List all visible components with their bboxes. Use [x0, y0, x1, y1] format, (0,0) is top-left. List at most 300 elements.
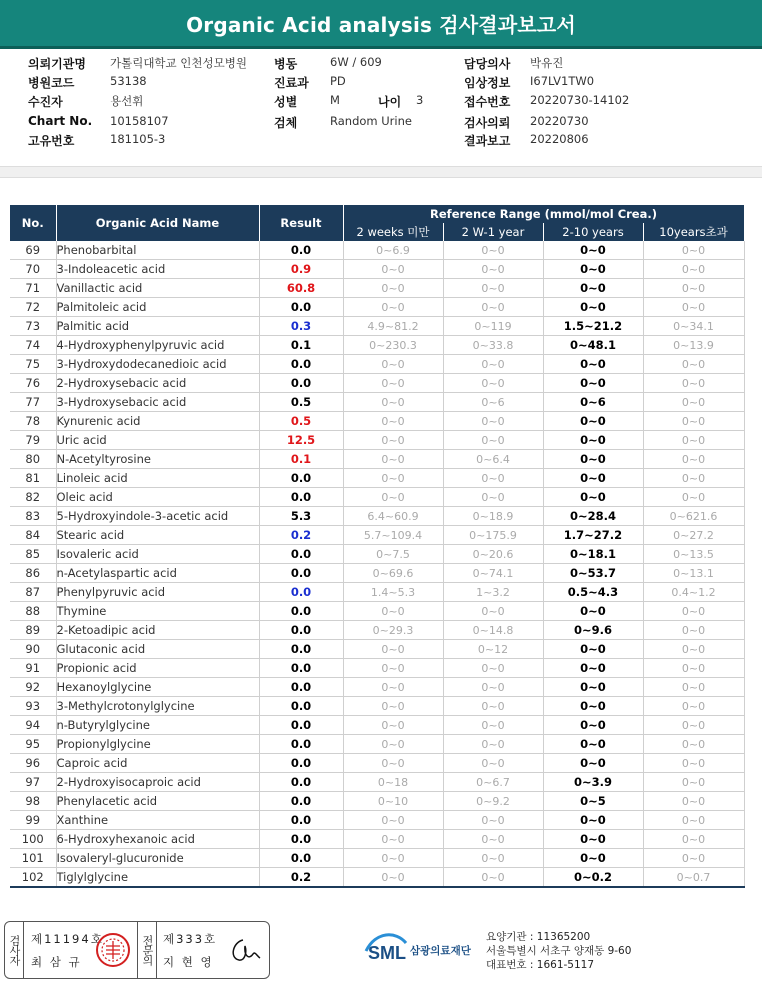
result-value: 0.3 [259, 317, 343, 336]
ref-2w-1year: 0~0 [443, 811, 543, 830]
acid-name: 3-Hydroxysebacic acid [56, 393, 259, 412]
table-row [10, 583, 744, 602]
signature-icon [225, 934, 263, 966]
ref-under-2-weeks: 0~0 [343, 469, 443, 488]
results-table-body [10, 241, 744, 887]
result-value: 0.0 [259, 792, 343, 811]
row-number: 89 [10, 621, 56, 640]
row-number: 93 [10, 697, 56, 716]
ref-2w-1year: 0~175.9 [443, 526, 543, 545]
ref-under-2-weeks: 0~0 [343, 735, 443, 754]
value-hospital-code: 53138 [110, 74, 147, 88]
table-row [10, 735, 744, 754]
table-row [10, 602, 744, 621]
ref-2w-1year: 0~0 [443, 735, 543, 754]
row-number: 82 [10, 488, 56, 507]
ref-2-10-years: 0~18.1 [543, 545, 643, 564]
result-value: 0.0 [259, 754, 343, 773]
info-row-4 [28, 114, 748, 133]
table-row [10, 830, 744, 849]
result-value: 0.0 [259, 735, 343, 754]
result-value: 0.0 [259, 241, 343, 260]
ref-over-10-years: 0~13.1 [643, 564, 744, 583]
ref-2-10-years: 0~0 [543, 640, 643, 659]
ref-over-10-years: 0~621.6 [643, 507, 744, 526]
acid-name: Phenobarbital [56, 241, 259, 260]
ref-over-10-years: 0~34.1 [643, 317, 744, 336]
acid-name: 2-Hydroxyisocaproic acid [56, 773, 259, 792]
ref-over-10-years: 0~0 [643, 697, 744, 716]
row-number: 84 [10, 526, 56, 545]
row-number: 98 [10, 792, 56, 811]
ref-under-2-weeks: 0~6.9 [343, 241, 443, 260]
acid-name: Oleic acid [56, 488, 259, 507]
ref-over-10-years: 0~0 [643, 773, 744, 792]
ref-2w-1year: 0~0 [443, 260, 543, 279]
ref-over-10-years: 0~0 [643, 279, 744, 298]
address: 서울특별시 서초구 양재동 9-60 [486, 945, 632, 957]
info-row-5 [28, 132, 748, 151]
header-ref-2w-1year: 2 W-1 year [443, 223, 543, 241]
ref-2-10-years: 1.5~21.2 [543, 317, 643, 336]
value-department: PD [330, 74, 346, 88]
acid-name: Glutaconic acid [56, 640, 259, 659]
ref-2-10-years: 0~48.1 [543, 336, 643, 355]
table-row [10, 412, 744, 431]
table-row [10, 336, 744, 355]
result-value: 0.0 [259, 678, 343, 697]
examiner-name: 최 삼 규 [31, 955, 82, 969]
label-specimen: 검체 [274, 116, 298, 130]
row-number: 96 [10, 754, 56, 773]
acid-name: n-Acetylaspartic acid [56, 564, 259, 583]
ref-over-10-years: 0~27.2 [643, 526, 744, 545]
ref-2w-1year: 0~14.8 [443, 621, 543, 640]
ref-2w-1year: 0~0 [443, 697, 543, 716]
ref-under-2-weeks: 0~10 [343, 792, 443, 811]
value-ward: 6W / 609 [330, 55, 382, 69]
ref-2w-1year: 0~0 [443, 678, 543, 697]
acid-name: Uric acid [56, 431, 259, 450]
label-accession-no: 접수번호 [464, 95, 511, 109]
table-row [10, 564, 744, 583]
table-row [10, 431, 744, 450]
reviewer-license: 제333호 [163, 932, 218, 946]
result-value: 0.0 [259, 811, 343, 830]
results-table [10, 205, 745, 888]
label-age: 나이 [378, 95, 402, 109]
ref-2-10-years: 0~0 [543, 716, 643, 735]
acid-name: Propionylglycine [56, 735, 259, 754]
ref-under-2-weeks: 0~0 [343, 602, 443, 621]
result-value: 5.3 [259, 507, 343, 526]
acid-name: Kynurenic acid [56, 412, 259, 431]
ref-under-2-weeks: 6.4~60.9 [343, 507, 443, 526]
ref-under-2-weeks: 0~0 [343, 678, 443, 697]
examiner-license: 제11194호 [31, 932, 104, 946]
ref-2-10-years: 0~0 [543, 830, 643, 849]
row-number: 100 [10, 830, 56, 849]
ref-over-10-years: 0~0 [643, 621, 744, 640]
table-row [10, 792, 744, 811]
ref-over-10-years: 0~0 [643, 811, 744, 830]
header-ref-2-10-years: 2-10 years [543, 223, 643, 241]
ref-under-2-weeks: 0~0 [343, 279, 443, 298]
label-sex: 성별 [274, 95, 298, 109]
row-number: 88 [10, 602, 56, 621]
table-row [10, 393, 744, 412]
acid-name: 2-Hydroxysebacic acid [56, 374, 259, 393]
acid-name: 4-Hydroxyphenylpyruvic acid [56, 336, 259, 355]
value-request-date: 20220730 [530, 114, 589, 128]
acid-name: 3-Hydroxydodecanedioic acid [56, 355, 259, 374]
ref-under-2-weeks: 0~0 [343, 488, 443, 507]
ref-2-10-years: 0~0 [543, 678, 643, 697]
row-number: 77 [10, 393, 56, 412]
ref-2w-1year: 0~0 [443, 469, 543, 488]
ref-under-2-weeks: 0~230.3 [343, 336, 443, 355]
value-chart-no: 10158107 [110, 114, 169, 128]
table-row [10, 507, 744, 526]
info-row-2 [28, 74, 748, 93]
ref-under-2-weeks: 0~0 [343, 830, 443, 849]
result-value: 0.2 [259, 526, 343, 545]
row-number: 69 [10, 241, 56, 260]
row-number: 91 [10, 659, 56, 678]
label-doctor: 담당의사 [464, 57, 511, 71]
ref-2-10-years: 0~0 [543, 469, 643, 488]
ref-2-10-years: 0.5~4.3 [543, 583, 643, 602]
acid-name: Palmitic acid [56, 317, 259, 336]
table-row [10, 868, 744, 888]
table-row [10, 450, 744, 469]
label-ward: 병동 [274, 57, 298, 71]
result-value: 0.0 [259, 298, 343, 317]
header-ref-under-2-weeks: 2 weeks 미만 [343, 223, 443, 241]
acid-name: Xanthine [56, 811, 259, 830]
result-value: 0.0 [259, 716, 343, 735]
ref-under-2-weeks: 0~0 [343, 260, 443, 279]
reviewer-name: 지 현 영 [163, 955, 214, 969]
ref-over-10-years: 0~0 [643, 355, 744, 374]
reviewer-vertical-label: 전문의 [137, 922, 157, 978]
table-row [10, 849, 744, 868]
ref-over-10-years: 0~0 [643, 241, 744, 260]
row-number: 74 [10, 336, 56, 355]
label-department: 진료과 [274, 76, 309, 90]
ref-2w-1year: 0~0 [443, 716, 543, 735]
result-value: 0.0 [259, 830, 343, 849]
ref-2w-1year: 0~0 [443, 431, 543, 450]
table-row [10, 697, 744, 716]
label-hospital-code: 병원코드 [28, 76, 75, 90]
row-number: 83 [10, 507, 56, 526]
row-number: 97 [10, 773, 56, 792]
row-number: 72 [10, 298, 56, 317]
ref-over-10-years: 0~0 [643, 431, 744, 450]
ref-under-2-weeks: 0~0 [343, 298, 443, 317]
ref-over-10-years: 0~0 [643, 640, 744, 659]
value-patient: 용선휘 [110, 94, 144, 108]
row-number: 99 [10, 811, 56, 830]
row-number: 73 [10, 317, 56, 336]
ref-2w-1year: 0~0 [443, 754, 543, 773]
info-row-3 [28, 93, 748, 112]
acid-name: N-Acetyltyrosine [56, 450, 259, 469]
ref-2-10-years: 0~0 [543, 754, 643, 773]
ref-over-10-years: 0~0 [643, 298, 744, 317]
ref-under-2-weeks: 0~0 [343, 754, 443, 773]
ref-over-10-years: 0~0 [643, 678, 744, 697]
acid-name: Caproic acid [56, 754, 259, 773]
acid-name: n-Butyrylglycine [56, 716, 259, 735]
label-patient: 수진자 [28, 95, 63, 109]
ref-over-10-years: 0~0 [643, 602, 744, 621]
ref-2-10-years: 0~0 [543, 431, 643, 450]
table-row [10, 545, 744, 564]
ref-over-10-years: 0~0 [643, 754, 744, 773]
ref-under-2-weeks: 0~0 [343, 412, 443, 431]
table-row [10, 773, 744, 792]
ref-over-10-years: 0~0 [643, 393, 744, 412]
ref-2w-1year: 0~0 [443, 241, 543, 260]
ref-over-10-years: 0.4~1.2 [643, 583, 744, 602]
acid-name: Stearic acid [56, 526, 259, 545]
result-value: 0.0 [259, 355, 343, 374]
ref-under-2-weeks: 0~18 [343, 773, 443, 792]
ref-over-10-years: 0~0 [643, 412, 744, 431]
ref-2w-1year: 0~12 [443, 640, 543, 659]
table-row [10, 279, 744, 298]
table-row [10, 640, 744, 659]
result-value: 0.0 [259, 659, 343, 678]
result-value: 0.0 [259, 640, 343, 659]
ref-2-10-years: 0~28.4 [543, 507, 643, 526]
result-value: 0.0 [259, 602, 343, 621]
ref-over-10-years: 0~0.7 [643, 868, 744, 888]
value-doctor: 박유진 [530, 56, 564, 70]
value-specimen: Random Urine [330, 114, 412, 128]
ref-under-2-weeks: 0~69.6 [343, 564, 443, 583]
value-unique-no: 181105-3 [110, 132, 166, 146]
acid-name: 3-Methylcrotonylglycine [56, 697, 259, 716]
ref-2-10-years: 0~0 [543, 374, 643, 393]
ref-2-10-years: 0~5 [543, 792, 643, 811]
row-number: 94 [10, 716, 56, 735]
ref-2-10-years: 0~0 [543, 811, 643, 830]
ref-under-2-weeks: 0~0 [343, 811, 443, 830]
acid-name: Hexanoylglycine [56, 678, 259, 697]
acid-name: Linoleic acid [56, 469, 259, 488]
ref-2w-1year: 0~0 [443, 849, 543, 868]
row-number: 101 [10, 849, 56, 868]
table-row [10, 241, 744, 260]
result-value: 0.5 [259, 393, 343, 412]
ref-2-10-years: 0~0 [543, 279, 643, 298]
ref-over-10-years: 0~0 [643, 792, 744, 811]
seal-stamp-icon [95, 932, 131, 968]
ref-under-2-weeks: 0~0 [343, 450, 443, 469]
ref-2-10-years: 0~9.6 [543, 621, 643, 640]
result-value: 0.0 [259, 374, 343, 393]
institution-code: 요양기관 : 11365200 [486, 931, 591, 943]
table-row [10, 469, 744, 488]
ref-2-10-years: 0~3.9 [543, 773, 643, 792]
ref-2-10-years: 1.7~27.2 [543, 526, 643, 545]
ref-2-10-years: 0~0 [543, 412, 643, 431]
acid-name: Phenylpyruvic acid [56, 583, 259, 602]
ref-over-10-years: 0~0 [643, 374, 744, 393]
ref-2-10-years: 0~0 [543, 241, 643, 260]
row-number: 78 [10, 412, 56, 431]
ref-under-2-weeks: 0~0 [343, 640, 443, 659]
label-unique-no: 고유번호 [28, 134, 75, 148]
ref-2w-1year: 0~74.1 [443, 564, 543, 583]
row-number: 86 [10, 564, 56, 583]
ref-under-2-weeks: 0~0 [343, 849, 443, 868]
table-row [10, 260, 744, 279]
label-request-date: 검사의뢰 [464, 116, 511, 130]
ref-2-10-years: 0~6 [543, 393, 643, 412]
result-value: 0.0 [259, 849, 343, 868]
row-number: 95 [10, 735, 56, 754]
row-number: 90 [10, 640, 56, 659]
row-number: 81 [10, 469, 56, 488]
header-ref-over-10-years: 10years초과 [643, 223, 744, 241]
acid-name: 6-Hydroxyhexanoic acid [56, 830, 259, 849]
ref-2w-1year: 0~9.2 [443, 792, 543, 811]
acid-name: Thymine [56, 602, 259, 621]
ref-under-2-weeks: 4.9~81.2 [343, 317, 443, 336]
ref-2-10-years: 0~0 [543, 849, 643, 868]
ref-over-10-years: 0~13.9 [643, 336, 744, 355]
ref-2w-1year: 0~6.4 [443, 450, 543, 469]
result-value: 0.2 [259, 868, 343, 888]
ref-over-10-years: 0~0 [643, 469, 744, 488]
ref-over-10-years: 0~0 [643, 488, 744, 507]
examiner-vertical-label: 검사자 [5, 922, 24, 978]
ref-2w-1year: 1~3.2 [443, 583, 543, 602]
ref-2w-1year: 0~0 [443, 488, 543, 507]
ref-2-10-years: 0~0 [543, 659, 643, 678]
acid-name: Isovaleryl-glucuronide [56, 849, 259, 868]
ref-2w-1year: 0~6 [443, 393, 543, 412]
table-row [10, 716, 744, 735]
ref-under-2-weeks: 5.7~109.4 [343, 526, 443, 545]
result-value: 0.0 [259, 697, 343, 716]
ref-under-2-weeks: 1.4~5.3 [343, 583, 443, 602]
ref-over-10-years: 0~0 [643, 830, 744, 849]
row-number: 70 [10, 260, 56, 279]
row-number: 102 [10, 868, 56, 888]
result-value: 0.9 [259, 260, 343, 279]
info-row-1 [28, 55, 748, 74]
ref-2w-1year: 0~6.7 [443, 773, 543, 792]
header-acid-name: Organic Acid Name [56, 205, 259, 241]
ref-2-10-years: 0~0 [543, 697, 643, 716]
value-clinical-info: I67LV1TW0 [530, 74, 595, 88]
table-row [10, 754, 744, 773]
header-reference-range: Reference Range (mmol/mol Crea.) [343, 205, 744, 223]
acid-name: Propionic acid [56, 659, 259, 678]
ref-under-2-weeks: 0~0 [343, 431, 443, 450]
value-age: 3 [416, 93, 424, 107]
result-value: 0.0 [259, 583, 343, 602]
acid-name: Isovaleric acid [56, 545, 259, 564]
label-requesting-institution: 의뢰기관명 [28, 57, 86, 71]
ref-over-10-years: 0~0 [643, 450, 744, 469]
ref-2-10-years: 0~0 [543, 602, 643, 621]
ref-2w-1year: 0~0 [443, 355, 543, 374]
acid-name: Palmitoleic acid [56, 298, 259, 317]
result-value: 0.0 [259, 773, 343, 792]
header-no: No. [10, 205, 56, 241]
ref-under-2-weeks: 0~0 [343, 716, 443, 735]
svg-text:SML: SML [368, 943, 406, 963]
result-value: 0.0 [259, 621, 343, 640]
table-row [10, 355, 744, 374]
ref-2w-1year: 0~0 [443, 602, 543, 621]
phone-number: 대표번호 : 1661-5117 [486, 959, 595, 971]
ref-2w-1year: 0~0 [443, 659, 543, 678]
label-chart-no: Chart No. [28, 114, 93, 128]
patient-info [28, 55, 748, 155]
foundation-name: 삼광의료재단 [410, 945, 471, 957]
ref-2-10-years: 0~0 [543, 450, 643, 469]
ref-over-10-years: 0~0 [643, 735, 744, 754]
table-row [10, 488, 744, 507]
ref-under-2-weeks: 0~29.3 [343, 621, 443, 640]
ref-under-2-weeks: 0~7.5 [343, 545, 443, 564]
result-value: 0.1 [259, 336, 343, 355]
table-row [10, 811, 744, 830]
result-value: 0.1 [259, 450, 343, 469]
report-title: Organic Acid analysis 검사결과보고서 [0, 0, 762, 49]
ref-2w-1year: 0~20.6 [443, 545, 543, 564]
result-value: 0.0 [259, 488, 343, 507]
value-requesting-institution: 가톨릭대학교 인천성모병원 [110, 56, 247, 70]
ref-over-10-years: 0~0 [643, 849, 744, 868]
row-number: 92 [10, 678, 56, 697]
ref-2w-1year: 0~0 [443, 374, 543, 393]
label-clinical-info: 임상정보 [464, 76, 511, 90]
acid-name: 5-Hydroxyindole-3-acetic acid [56, 507, 259, 526]
ref-2-10-years: 0~53.7 [543, 564, 643, 583]
result-value: 0.5 [259, 412, 343, 431]
ref-2-10-years: 0~0 [543, 735, 643, 754]
ref-under-2-weeks: 0~0 [343, 868, 443, 888]
row-number: 79 [10, 431, 56, 450]
ref-2w-1year: 0~0 [443, 868, 543, 888]
ref-2w-1year: 0~0 [443, 830, 543, 849]
result-value: 0.0 [259, 469, 343, 488]
section-divider [0, 166, 762, 178]
table-row [10, 317, 744, 336]
row-number: 75 [10, 355, 56, 374]
ref-2w-1year: 0~33.8 [443, 336, 543, 355]
value-report-date: 20220806 [530, 132, 589, 146]
ref-under-2-weeks: 0~0 [343, 393, 443, 412]
ref-2w-1year: 0~0 [443, 412, 543, 431]
ref-over-10-years: 0~0 [643, 260, 744, 279]
contact-info [486, 930, 631, 972]
table-row [10, 374, 744, 393]
row-number: 76 [10, 374, 56, 393]
ref-under-2-weeks: 0~0 [343, 697, 443, 716]
header-result: Result [259, 205, 343, 241]
row-number: 71 [10, 279, 56, 298]
result-value: 0.0 [259, 564, 343, 583]
